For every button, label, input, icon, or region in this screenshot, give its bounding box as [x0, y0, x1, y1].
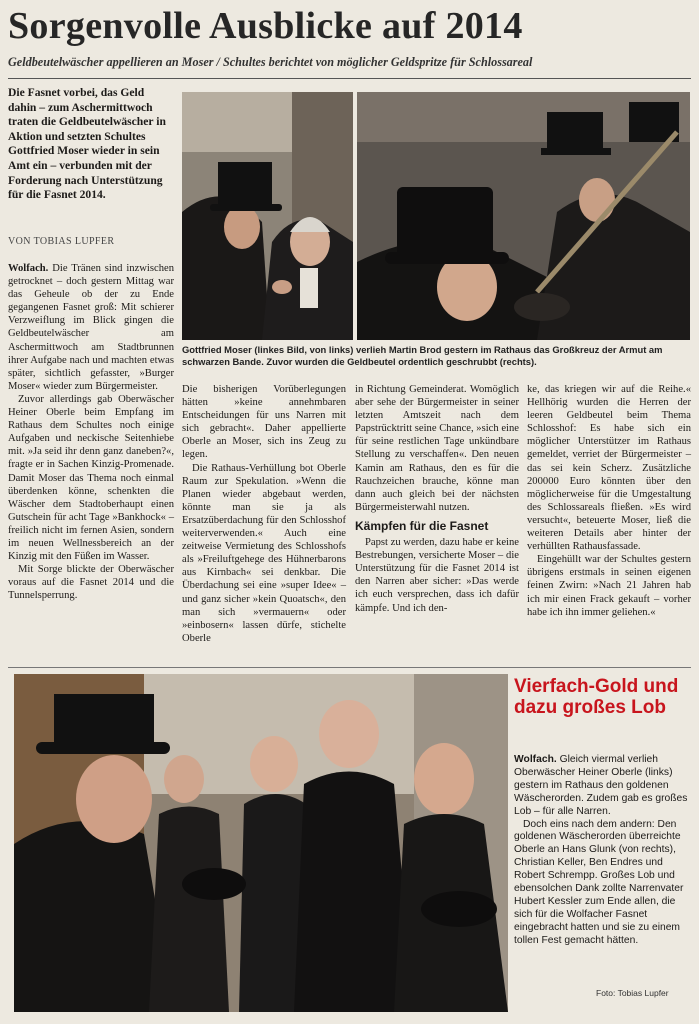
article-column-2	[182, 383, 346, 645]
photo-credit: Foto: Tobias Lupfer	[596, 988, 669, 998]
paragraph: ke, das kriegen wir auf die Reihe.« Hellhörig wurden die Herren der leeren Geldbeutel beim Thema Schlosshof: Es habe sich ein möglicher Unterstützer im Rathaus gemeldet, verriet der Bürgermeister – das sei kein Scherz. Zusätzliche 200000 Euro könnten über den möglicherweise für die Umgestaltung des Schlossareals fließen. »Es wird versucht«, beteuerte Moser, ließ die weiteren Details aber hinter der verhüllten Rathausfassade.	[527, 384, 691, 553]
article-lead: Die Fasnet vorbei, das Geld dahin – zum Aschermittwoch traten die Geldbeutelwäscher in Aktion und setzten Schultes Gottfried Moser wieder in sein Amt ein – verbunden mit der Forderung nach Unterstützung für die Fasnet 2014.	[8, 86, 166, 202]
photo-caption: Gottfried Moser (linkes Bild, von links) verlieh Martin Brod gestern im Rathaus das Großkreuz der Armut am schwarzen Bande. Zuvor wurden die Geldbeutel ordentlich geschrubbt (rechts).	[182, 344, 663, 367]
paragraph: Doch eins nach dem andern: Den goldenen Wäscherorden überreichte Oberle an Hans Glunk (von rechts), Christian Keller, Ben Endres und Robert Schrempp. Großes Lob und ebensolchen Dank zollte Narrenvater Hubert Kessler zum Ende allen, die sich für die Wolfacher Fasnet eingebracht hatten und sie zu einem tollen Fest gemacht hätten.	[514, 818, 684, 946]
divider	[8, 78, 691, 79]
article-column-4	[527, 383, 691, 619]
paragraph: Die Tränen sind inzwischen getrocknet – doch gestern Mittag war das Geheule ob der zu Ende gegangenen Fasnet groß: Mit schierer Verzweiflung im Blick gingen die Geldbeutelwäscher am Aschermittwoch am Stadtbrunnen ihrer Aufgabe nach und machten etwas später, sichtlich gefasster, »Burger Moser« wieder zum Bürgermeister.	[8, 263, 174, 392]
paragraph: Mit Sorge blickte der Oberwäscher voraus auf die Fasnet 2014 und die Tunnelsperrung.	[8, 564, 174, 602]
box-dateline: Wolfach.	[514, 754, 557, 765]
paragraph: Die Rathaus-Verhüllung bot Oberle Raum zur Spekulation. »Wenn die Planen wieder abgebaut werden, könnte man sie ja als Ersatzüberdachung für den Schlosshof weiterverwenden.« Auch eine zeitweise Vermietung des Schlosshofs als »Freiluftgehege des Hühnerbarons aus Kirnbach« sei denkbar. Die Überdachung sei eine »super Idee« – und ganz sicher »kein Quoatsch«, den man sich »vermauern« oder »einbosern« lassen dürfe, stichelte Oberle	[182, 462, 346, 644]
paragraph: Die bisherigen Vorüberlegungen hätten »keine annehmbaren Entscheidungen für uns Narren mit sich gebracht«. Daher appellierte Oberle an Moser, sich ins Zeug zu legen.	[182, 384, 346, 461]
article-byline: VON TOBIAS LUPFER	[8, 236, 115, 247]
paragraph: Eingehüllt war der Schultes gestern übrigens erstmals in seinen eigenen feinen Zwirn: »Nach 21 Jahren hab ich mir einen Frack gekauft – vorher habe ich ihn immer geliehen.«	[527, 554, 691, 618]
paragraph: in Richtung Gemeinderat. Womöglich aber sehe der Bürgermeister in seiner letzten Amtszeit nach dem Papstrücktritt seine Chance, »sich eine für seine restlichen Tage unkündbare Stellung zu verschaffen«. Den neuen Kamin am Rathaus, den es für die Rauchzeichen brauche, könne man dann auch gleich bei der nächsten Bürgermeisterwahl nutzen.	[355, 384, 519, 513]
article-column-1	[8, 262, 174, 602]
paragraph: Zuvor allerdings gab Oberwäscher Heiner Oberle beim Empfang im Rathaus dem Schultes noch einige Aufgaben und neckische Seitenhiebe mit. »Ja seid ihr denn ganz daneben?«, fragte er in Sachen Kinzig-Promenade. Damit Moser das Thema noch einmal überdenken könne, schenkten die Wäscher dem Stadtoberhaupt einen Gutschein für acht Tage »Bankhock« – freilich nicht im fernen Asien, sondern im neuen Wellnessbereich an der Kinzig mit den Füßen im Wasser.	[8, 393, 174, 563]
box-divider	[8, 667, 691, 668]
dateline: Wolfach.	[8, 263, 49, 274]
photo-award-ceremony	[182, 92, 353, 340]
photo-gold-order	[14, 674, 508, 1012]
photo-wallet-washing	[357, 92, 690, 340]
box-body	[514, 754, 690, 948]
paragraph: Papst zu werden, dazu habe er keine Bestrebungen, versicherte Moser – die Unterstützung für die Fasnet 2014 ist den Narren aber sicher: »Das werde ich euch versprechen, dass ich dafür kämpfe. Und ich den-	[355, 537, 519, 614]
box-headline: Vierfach-Gold und dazu großes Lob	[514, 676, 679, 718]
article-subheadline: Geldbeutelwäscher appellieren an Moser / Schultes berichtet von möglicher Geldspritze für Schlossareal	[8, 55, 533, 69]
article-column-3	[355, 383, 519, 615]
article-headline: Sorgenvolle Ausblicke auf 2014	[8, 5, 523, 47]
paragraph: Gleich viermal verlieh Oberwäscher Heiner Oberle (links) gestern im Rathaus den goldenen Wäscherorden. Zudem gab es großes Lob – für alle Narren.	[514, 754, 688, 817]
article-subhead: Kämpfen für die Fasnet	[355, 518, 489, 533]
